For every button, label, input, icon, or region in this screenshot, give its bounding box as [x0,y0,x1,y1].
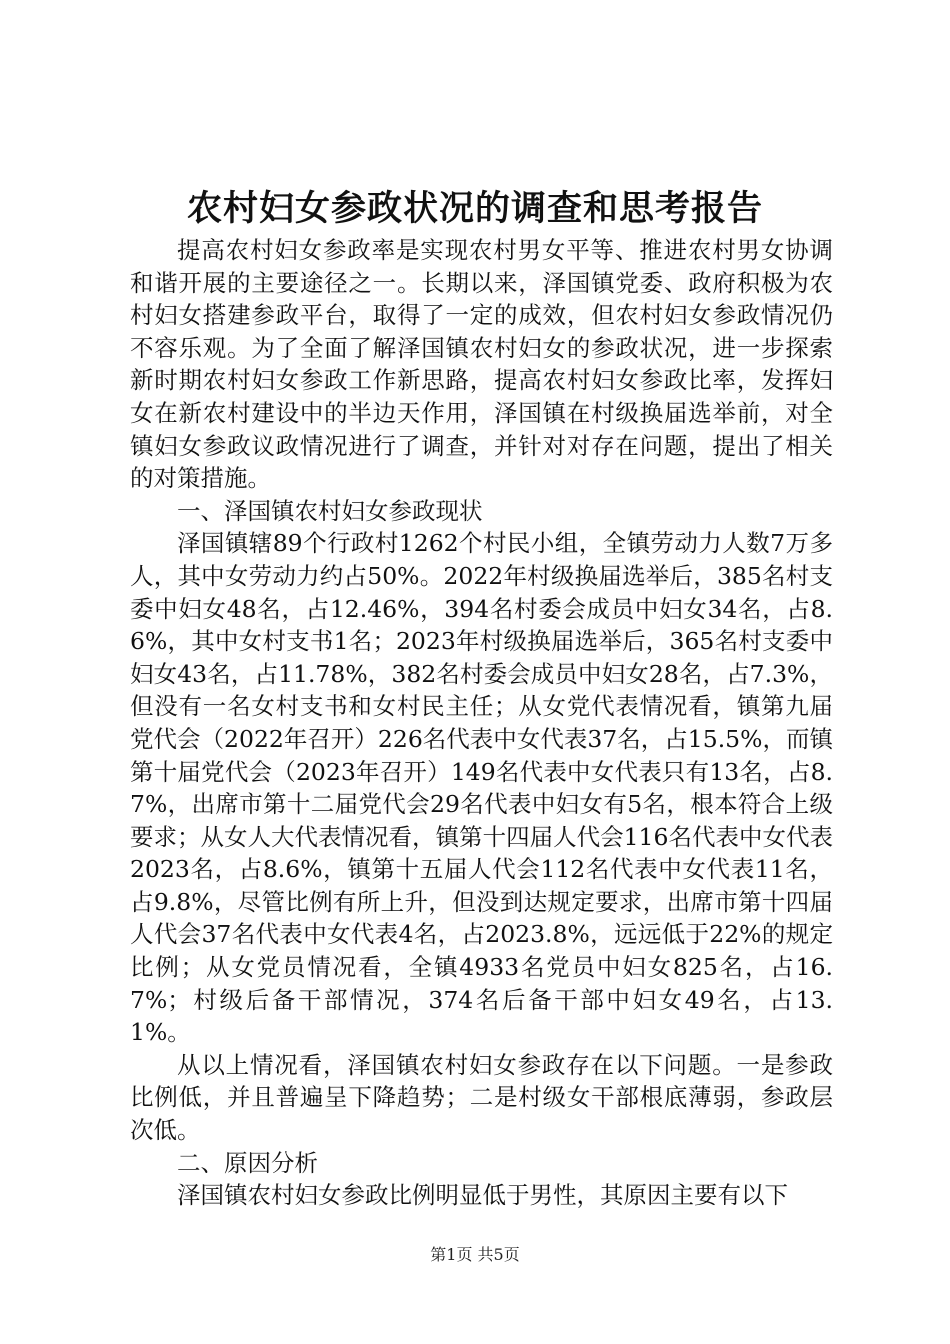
section-1-paragraph-1: 泽国镇辖89个行政村1262个村民小组，全镇劳动力人数7万多人，其中女劳动力约占50%。2022年村级换届选举后，385名村支委中妇女48名，占12.46%，394名村委会成员中妇女34名，占8.6%，其中女村支书1名；2023年村级换届选举后，365名村支委中妇女43名，占11.78%，382名村委会成员中妇女28名，占7.3%，但没有一名女村支书和女村民主任；从女党代表情况看，镇第九届党代会（2022年召开）226名代表中女代表37名，占15.5%，而镇第十届党代会（2023年召开）149名代表中女代表只有13名，占8.7%，出席市第十二届党代会29名代表中妇女有5名，根本符合上级要求；从女人大代表情况看，镇第十四届人代会116名代表中女代表2023名，占8.6%，镇第十五届人代会112名代表中女代表11名，占9.8%，尽管比例有所上升，但没到达规定要求，出席市第十四届人代会37名代表中女代表4名，占2023.8%，远远低于22%的规定比例；从女党员情况看，全镇4933名党员中妇女825名，占16.7%；村级后备干部情况，374名后备干部中妇女49名，占13.1%。 [130,529,833,1047]
page-number-footer: 第1页 共5页 [430,1245,520,1264]
section-2-heading: 二、原因分析 [177,1148,318,1177]
section-1-heading: 一、泽国镇农村妇女参政现状 [177,496,483,525]
intro-paragraph: 提高农村妇女参政率是实现农村男女平等、推进农村男女协调和谐开展的主要途径之一。长期以来，泽国镇党委、政府积极为农村妇女搭建参政平台，取得了一定的成效，但农村妇女参政情况仍不容乐观。为了全面了解泽国镇农村妇女的参政状况，进一步探索新时期农村妇女参政工作新思路，提高农村妇女参政比率，发挥妇女在新农村建设中的半边天作用，泽国镇在村级换届选举前，对全镇妇女参政议政情况进行了调查，并针对对存在问题，提出了相关的对策措施。 [130,236,833,493]
document-title: 农村妇女参政状况的调查和思考报告 [186,188,763,229]
document-body [130,234,833,1212]
section-2-paragraph-1: 泽国镇农村妇女参政比例明显低于男性，其原因主要有以下 [177,1181,788,1210]
section-1-paragraph-2: 从以上情况看，泽国镇农村妇女参政存在以下问题。一是参政比例低，并且普遍呈下降趋势；二是村级女干部根底薄弱，参政层次低。 [130,1050,833,1145]
